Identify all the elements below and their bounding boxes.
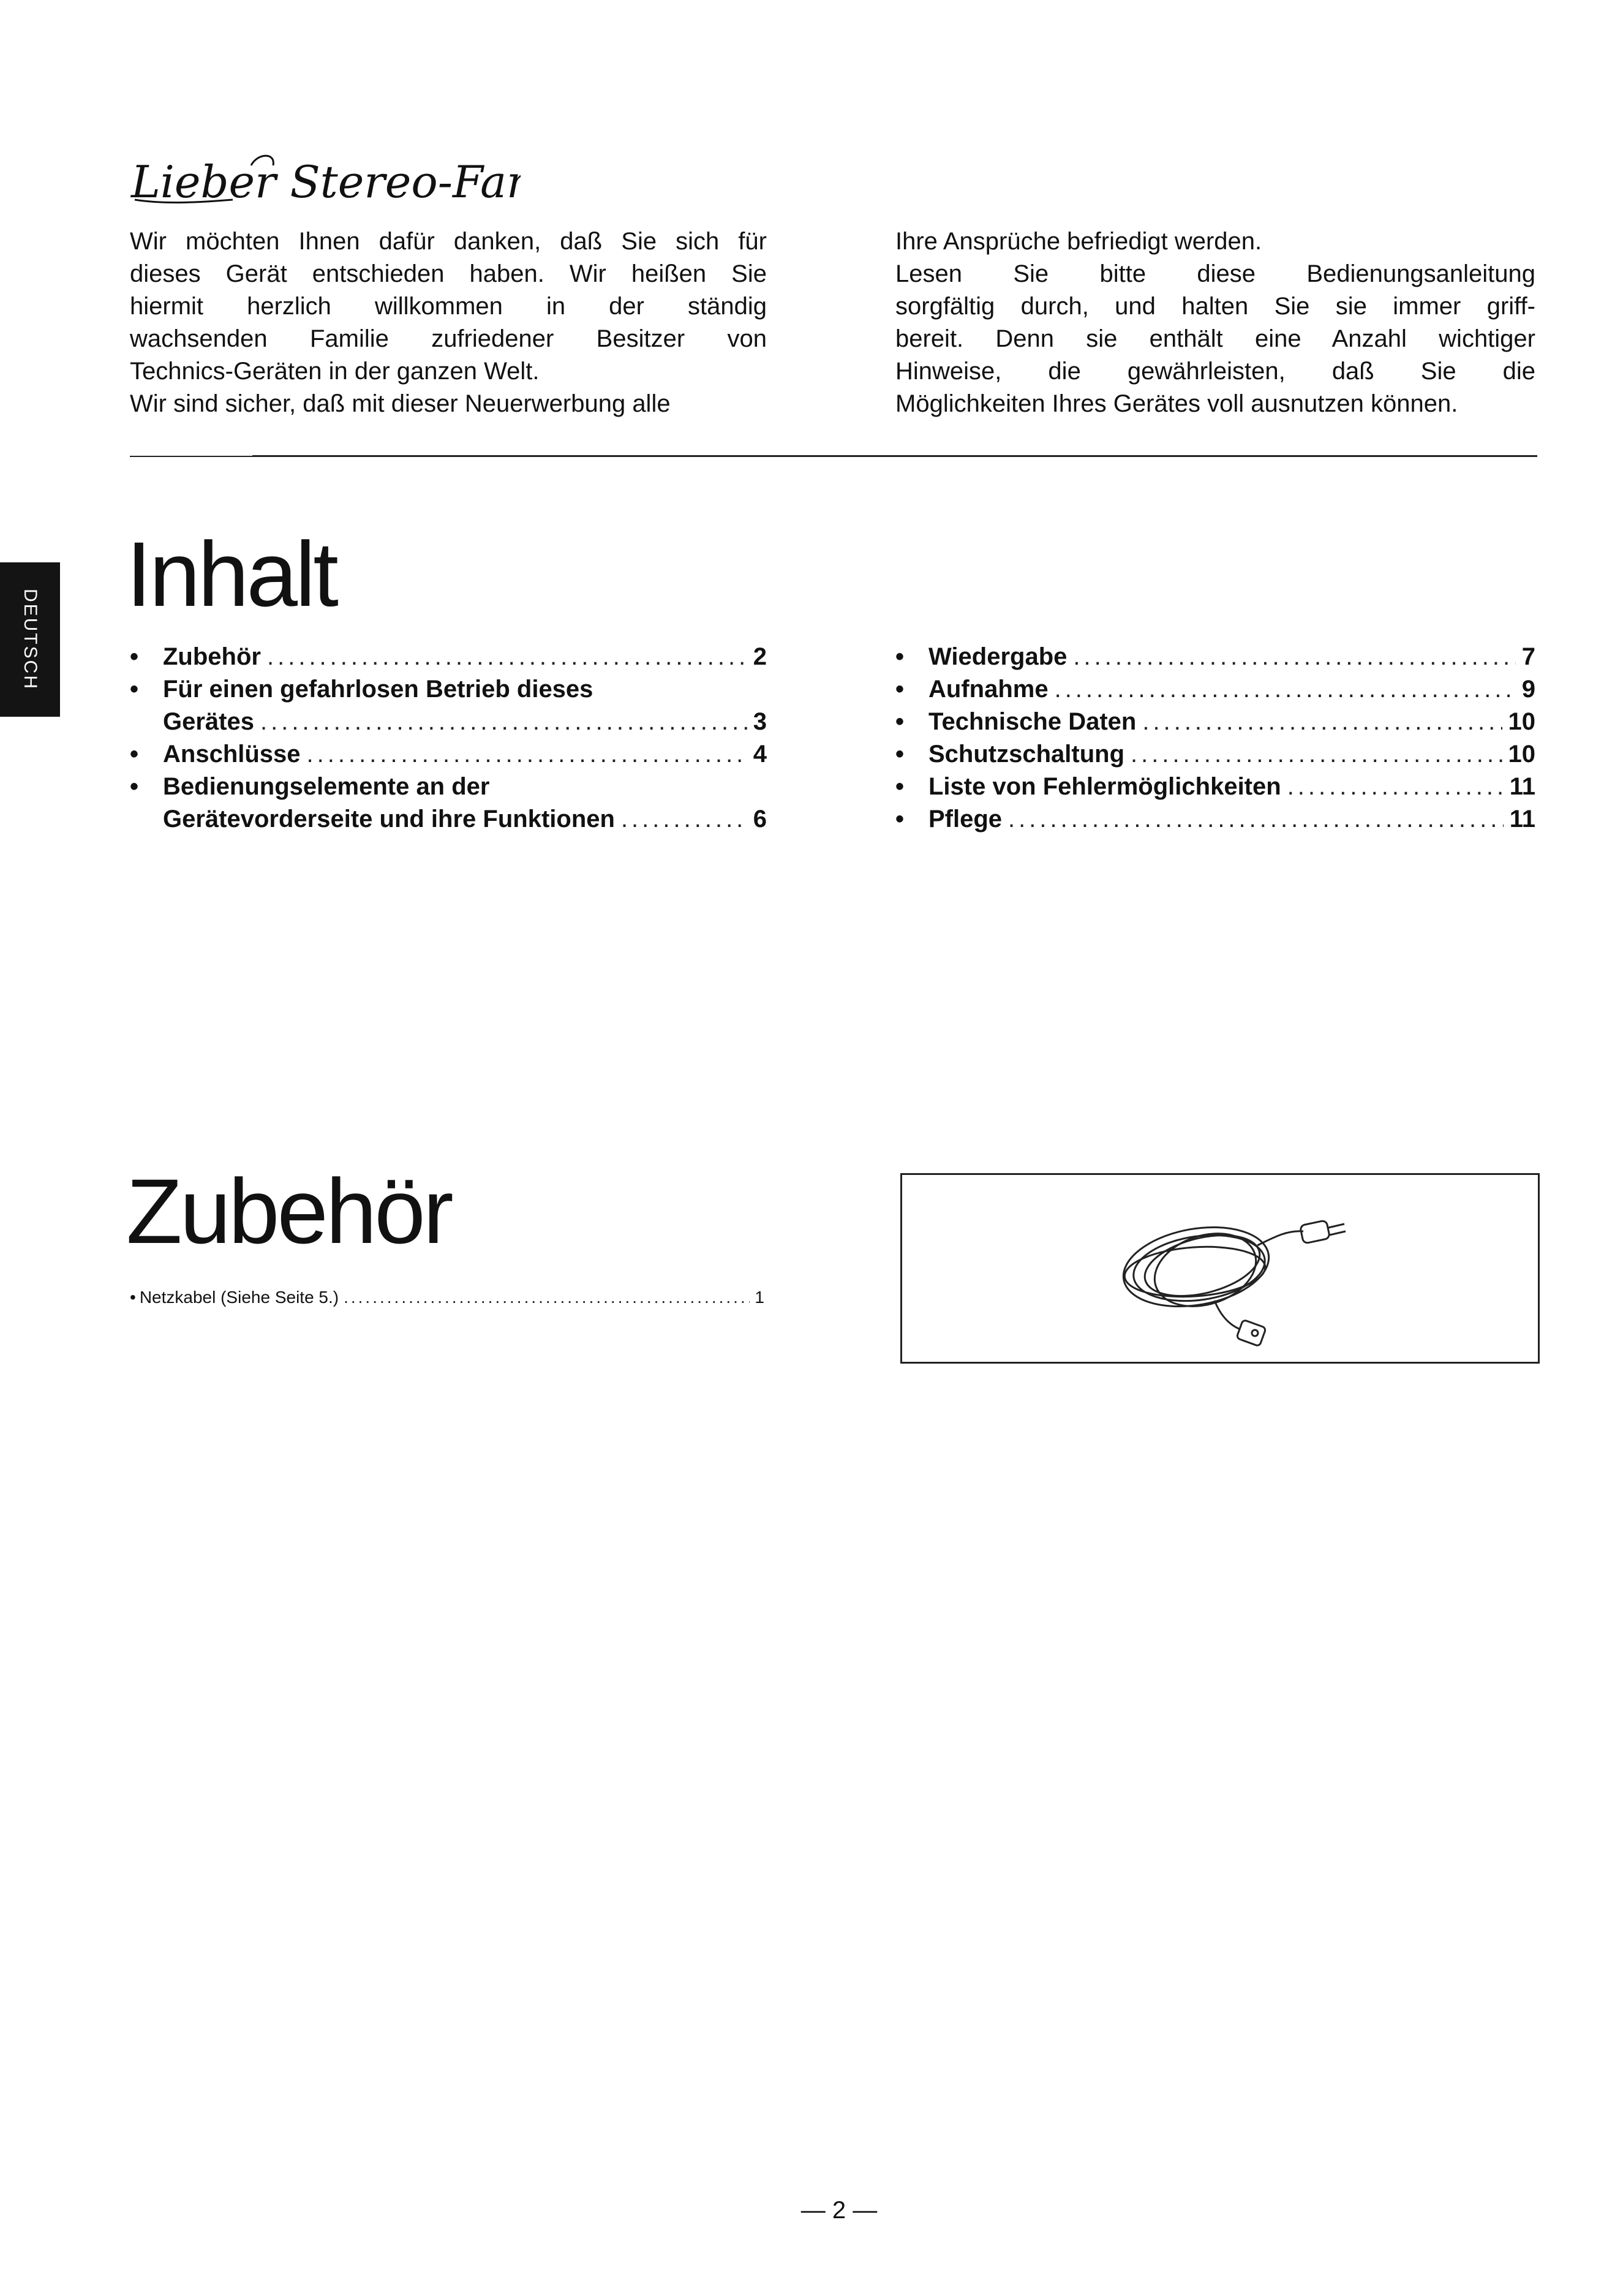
page-number: — 2 — [800,2197,878,2224]
accessories-heading: Zubehör [126,1160,451,1263]
toc-entry [130,771,767,803]
toc-page: 11 [1509,806,1535,833]
toc-page: 7 [1521,643,1535,670]
bullet: • [130,643,139,670]
bullet: • [895,643,905,670]
power-cord-icon [1104,1187,1349,1353]
toc-entry [895,738,1535,771]
toc-label: Anschlüsse [163,741,301,768]
toc-entry [895,641,1535,673]
bullet: • [895,773,905,800]
greeting-text: Lieber Stereo-Fan [131,156,521,208]
intro-left-column [130,225,767,420]
toc-label: Wiedergabe [928,643,1068,670]
leader-dots [1073,641,1515,673]
toc-entry-continuation [130,706,767,738]
leader-dots [260,706,747,738]
bullet: • [895,676,905,703]
toc-label: Gerätevorderseite und ihre Funktionen [163,806,615,833]
intro-line: wachsenden Familie zufriedener Besitzer von [130,325,767,352]
leader-dots [1142,706,1502,738]
leader-dots [307,738,747,771]
intro-line: Hinweise, die gewährleisten, daß Sie die [895,358,1535,385]
divider-short [130,456,252,457]
intro-line: bereit. Denn sie enthält eine Anzahl wichtiger [895,325,1535,352]
toc-entry [895,771,1535,803]
toc-page: 10 [1508,708,1535,735]
toc-entry-continuation [130,803,767,836]
toc-page: 9 [1521,676,1535,703]
contents-heading: Inhalt [126,523,336,625]
leader-dots [621,803,747,836]
toc-entry [130,673,767,706]
power-cord-figure-box [900,1173,1540,1364]
intro-line: Lesen Sie bitte diese Bedienungsanleitung [895,260,1535,287]
toc-page: 4 [753,741,767,768]
leader-dots [1055,673,1516,706]
accessory-label: Netzkabel (Siehe Seite 5.) [139,1288,339,1307]
toc-label: Für einen gefahrlosen Betrieb dieses [163,676,593,703]
toc-entry [895,803,1535,836]
toc-label: Pflege [928,806,1003,833]
bullet: • [130,1288,136,1307]
intro-line: Technics-Geräten in der ganzen Welt. [130,358,540,385]
leader-dots [267,641,747,673]
greeting-script [129,141,521,214]
toc-entry [895,673,1535,706]
intro-line: sorgfältig durch, und halten Sie sie immer griff- [895,293,1535,320]
intro-right-column [895,225,1535,420]
bullet: • [130,773,139,800]
greeting-script-graphic [129,141,521,214]
intro-line: hiermit herzlich willkommen in der ständig [130,293,767,320]
divider-long [252,455,1537,457]
language-side-tab-label: DEUTSCH [20,588,40,691]
bullet: • [895,708,905,735]
bullet: • [130,676,139,703]
language-side-tab [0,562,60,717]
toc-label: Schutzschaltung [928,741,1125,768]
toc-page: 10 [1508,741,1535,768]
toc-entry [130,641,767,673]
contents-list-right [895,641,1535,836]
leader-dots [344,1285,750,1310]
toc-label: Zubehör [163,643,261,670]
toc-entry [130,738,767,771]
toc-label: Aufnahme [928,676,1049,703]
toc-entry [895,706,1535,738]
intro-line: Wir sind sicher, daß mit dieser Neuerwerbung alle [130,390,671,417]
intro-line: dieses Gerät entschieden haben. Wir heißen Sie [130,260,767,287]
intro-line: Wir möchten Ihnen dafür danken, daß Sie sich für [130,228,767,255]
toc-page: 3 [753,708,767,735]
bullet: • [895,806,905,833]
toc-label: Gerätes [163,708,254,735]
bullet: • [895,741,905,768]
toc-page: 2 [753,643,767,670]
bullet: • [130,741,139,768]
accessory-quantity: 1 [755,1288,764,1307]
contents-list-left [130,641,767,836]
leader-dots [1131,738,1502,771]
toc-label: Liste von Fehlermöglichkeiten [928,773,1281,800]
toc-label: Bedienungselemente an der [163,773,490,800]
intro-line: Möglichkeiten Ihres Gerätes voll ausnutzen können. [895,390,1458,417]
intro-line: Ihre Ansprüche befriedigt werden. [895,228,1262,255]
toc-label: Technische Daten [928,708,1137,735]
leader-dots [1287,771,1504,803]
leader-dots [1008,803,1504,836]
accessory-item [130,1285,767,1310]
toc-page: 11 [1509,773,1535,800]
toc-page: 6 [753,806,767,833]
